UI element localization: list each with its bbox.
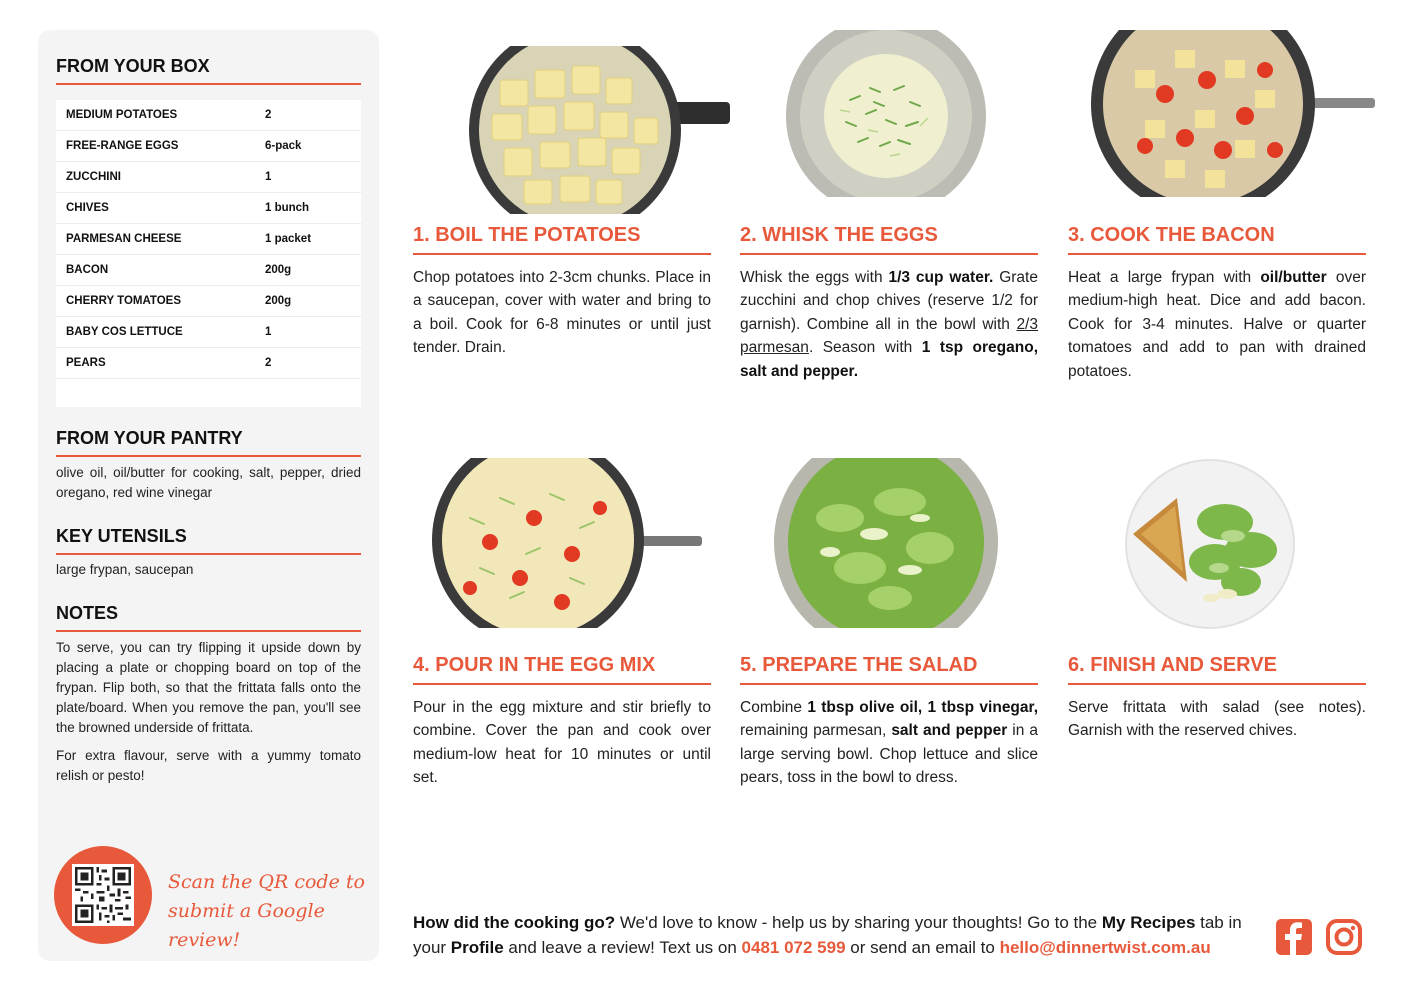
instruction-segment: Serve frittata with salad (see notes). Garnish with the reserved chives. [1068, 699, 1366, 740]
step-2-title: 2. WHISK THE EGGS [740, 224, 1038, 255]
pantry-text: olive oil, oil/butter for cooking, salt, pepper, dried oregano, red wine vinegar [56, 465, 361, 500]
step-1-instructions [413, 266, 711, 360]
step-1-photo [440, 40, 730, 225]
feedback-footer [413, 910, 1263, 960]
instruction-segment: 1/3 cup water. [888, 269, 994, 286]
ingredient-name: MEDIUM POTATOES [66, 109, 178, 121]
instruction-segment: Whisk the eggs with [740, 269, 889, 286]
utensils-text: large frypan, saucepan [56, 562, 194, 577]
ingredient-name: PEARS [66, 357, 106, 369]
step-6-instructions [1068, 696, 1366, 743]
ingredient-name: BABY COS LETTUCE [66, 326, 183, 338]
qr-code-icon[interactable] [72, 864, 134, 926]
instruction-segment: Grate zucchini and chop chives (reserve 1/2 for garnish). Combine all in the bowl with [740, 269, 1038, 333]
instruction-segment: Pour in the egg mixture and stir briefly to combine. Cover the pan and cook over medium-low heat for 10 minutes or until set. [413, 699, 711, 787]
ingredient-quantity: 6-pack [265, 140, 302, 152]
step-2-photo [770, 30, 1010, 205]
ingredient-row [56, 348, 361, 379]
qr-badge[interactable] [54, 846, 152, 944]
qr-review-prompt [168, 868, 368, 955]
step-4-title: 4. POUR IN THE EGG MIX [413, 654, 711, 685]
step-5-instructions [740, 696, 1038, 790]
step-5-title: 5. PREPARE THE SALAD [740, 654, 1038, 685]
from-your-box-heading: FROM YOUR BOX [56, 56, 361, 85]
my-recipes-link[interactable]: My Recipes [1101, 913, 1196, 932]
ingredient-quantity: 200g [265, 264, 292, 276]
from-your-pantry-heading: FROM YOUR PANTRY [56, 428, 361, 457]
ingredient-quantity: 2 [265, 357, 272, 369]
ingredient-quantity: 1 [265, 326, 272, 338]
ingredient-quantity: 200g [265, 295, 292, 307]
instruction-segment: . Season with [808, 339, 922, 357]
ingredient-row [56, 224, 361, 255]
ingredient-name: CHIVES [66, 202, 109, 214]
ingredient-name: CHERRY TOMATOES [66, 295, 182, 307]
ingredient-quantity: 1 bunch [265, 202, 310, 214]
ingredient-row [56, 317, 361, 348]
step-4-photo [430, 458, 710, 635]
phone-link[interactable]: 0481 072 599 [741, 938, 846, 957]
ingredient-quantity: 2 [265, 109, 272, 121]
step-1-title: 1. BOIL THE POTATOES [413, 224, 711, 255]
ingredients-sidebar [38, 30, 379, 961]
instruction-segment: Heat a large frypan with [1068, 269, 1261, 286]
ingredient-name: PARMESAN CHEESE [66, 233, 182, 245]
step-3-title: 3. COOK THE BACON [1068, 224, 1366, 255]
qr-text-line-2: submit a Google review! [168, 900, 325, 951]
ingredient-row [56, 255, 361, 286]
step-3-instructions [1068, 266, 1366, 383]
ingredient-row [56, 286, 361, 317]
instruction-segment: 2/3 parmesan [740, 315, 1038, 357]
instruction-segment: in a large serving bowl. Chop lettuce and slice pears, toss in the bowl to dress. [740, 722, 1038, 787]
instruction-segment: salt and pepper [891, 722, 1008, 740]
ingredient-row [56, 162, 361, 193]
instruction-segment: Combine [740, 699, 808, 716]
footer-text-2: tab in your [413, 913, 1242, 957]
step-2-instructions [740, 266, 1038, 383]
instruction-segment: 1 tbsp olive oil, 1 tbsp vinegar, [807, 699, 1039, 716]
notes-paragraph-1: To serve, you can try flipping it upside down by placing a plate or chopping board on top of the frypan. Flip both, so that the frittata falls onto the plate/board. When you remove the pan, you'll see the browned underside of frittata. [56, 640, 361, 735]
instruction-segment: over medium-high heat. Dice and add bacon. Cook for 3-4 minutes. Halve or quarter tomatoes and add to pan with drained potatoes. [1068, 269, 1366, 380]
ingredient-name: FREE-RANGE EGGS [66, 140, 179, 152]
instruction-segment: oil/butter [1260, 269, 1327, 286]
instruction-segment: remaining parmesan, [740, 722, 892, 740]
ingredient-quantity: 1 [265, 171, 272, 183]
ingredient-name: ZUCCHINI [66, 171, 121, 183]
ingredient-row [56, 131, 361, 162]
step-6-title: 6. FINISH AND SERVE [1068, 654, 1366, 685]
facebook-icon[interactable] [1275, 918, 1313, 956]
ingredient-quantity: 1 packet [265, 233, 312, 245]
footer-text-3: and leave a review! Text us on [503, 938, 742, 957]
step-5-photo [770, 458, 1010, 635]
ingredient-row [56, 193, 361, 224]
step-6-photo [1115, 458, 1315, 635]
instruction-segment: Chop potatoes into 2-3cm chunks. Place in a saucepan, cover with water and bring to a boil. Cook for 6-8 minutes or until just tender. Drain. [413, 269, 711, 357]
instruction-segment: 1 tsp oregano, salt and pepper. [740, 339, 1039, 380]
footer-question: How did the cooking go? [413, 913, 616, 932]
ingredient-row [56, 100, 361, 131]
step-3-photo [1085, 30, 1375, 205]
instagram-icon[interactable] [1325, 918, 1363, 956]
notes-paragraph-2: For extra flavour, serve with a yummy tomato relish or pesto! [56, 748, 361, 783]
ingredient-name: BACON [66, 264, 109, 276]
footer-text-4: or send an email to [845, 938, 1000, 957]
qr-text-line-1: Scan the QR code to [168, 871, 365, 893]
footer-text-1: We'd love to know - help us by sharing your thoughts! Go to the [615, 913, 1102, 932]
step-4-instructions [413, 696, 711, 790]
notes-text [56, 638, 361, 794]
key-utensils-heading: KEY UTENSILS [56, 526, 361, 555]
ingredients-table [56, 100, 361, 407]
profile-link[interactable]: Profile [450, 938, 504, 957]
notes-heading: NOTES [56, 603, 361, 632]
email-link[interactable]: hello@dinnertwist.com.au [999, 938, 1211, 957]
